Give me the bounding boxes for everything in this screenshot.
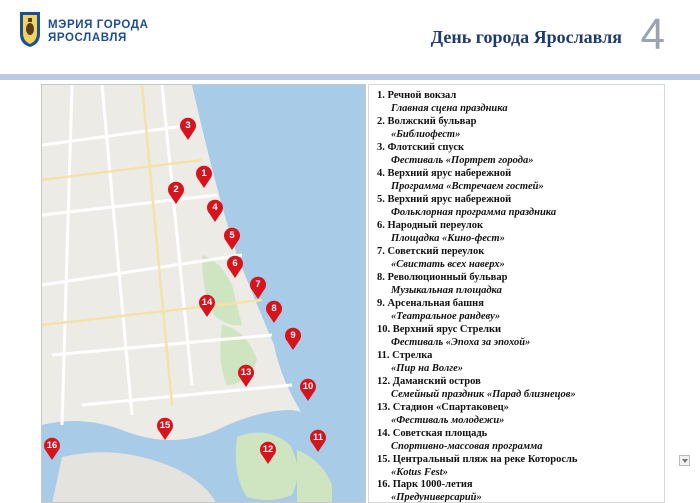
list-item: 3. Флотский спуск Фестиваль «Портрет города» [377,142,534,166]
list-item: 1. Речной вокзал Главная сцена праздника [377,90,508,114]
map-marker[interactable]: 15 [156,417,174,441]
map-marker[interactable]: 11 [309,429,327,453]
page-number: 4 [640,10,665,59]
list-item: 5. Верхний ярус набережной Фольклорная программа праздника [377,194,557,218]
list-item: 16. Парк 1000-летия «Предуниверсарий» [377,479,482,503]
list-item: 13. Стадион «Спартаковец» «Фестиваль молодежи» [377,402,509,426]
list-item: 4. Верхний ярус набережной Программа «Встречаем гостей» [377,168,544,192]
map-marker[interactable]: 9 [284,327,302,351]
mayor-office-logo [18,10,178,50]
map-marker[interactable]: 10 [299,378,317,402]
list-item: 9. Арсенальная башня «Театральное рандеву» [377,298,501,322]
list-item: 10. Верхний ярус Стрелки Фестиваль «Эпоха за эпохой» [377,324,531,348]
header-divider [0,74,700,80]
map-marker[interactable]: 16 [43,437,61,461]
city-crest-icon [18,10,42,48]
map-marker[interactable]: 13 [237,364,255,388]
map-marker[interactable]: 4 [206,199,224,223]
org-name-line1: МЭРИЯ ГОРОДА [48,19,149,31]
list-item: 8. Революционный бульвар Музыкальная площадка [377,272,508,296]
map-marker[interactable]: 2 [167,181,185,205]
map-marker[interactable]: 12 [259,441,277,465]
list-item: 2. Волжский бульвар «Библиофест» [377,116,477,140]
list-item: 6. Народный переулок Площадка «Кино-фест» [377,220,505,244]
events-list[interactable] [368,84,665,503]
list-item: 15. Центральный пляж на реке Которосль «Kotus Fest» [377,454,578,478]
city-map[interactable] [41,84,366,503]
list-item: 7. Советский переулок «Свистать всех наверх» [377,246,505,270]
page-title: День города Ярославля [430,27,622,47]
map-marker[interactable]: 3 [179,117,197,141]
list-item: 11. Стрелка «Пир на Волге» [377,350,464,374]
map-marker[interactable]: 5 [223,227,241,251]
map-marker[interactable]: 14 [198,294,216,318]
map-marker[interactable]: 6 [226,255,244,279]
list-item: 12. Даманский остров Семейный праздник «Парад близнецов» [377,376,576,400]
map-marker[interactable]: 1 [195,165,213,189]
org-name-line2: ЯРОСЛАВЛЯ [48,32,127,44]
map-marker[interactable]: 8 [265,300,283,324]
list-item: 14. Советская площадь Спортивно-массовая программа [377,428,543,452]
scroll-down-arrow-icon[interactable] [679,455,690,466]
map-marker[interactable]: 7 [249,276,267,300]
